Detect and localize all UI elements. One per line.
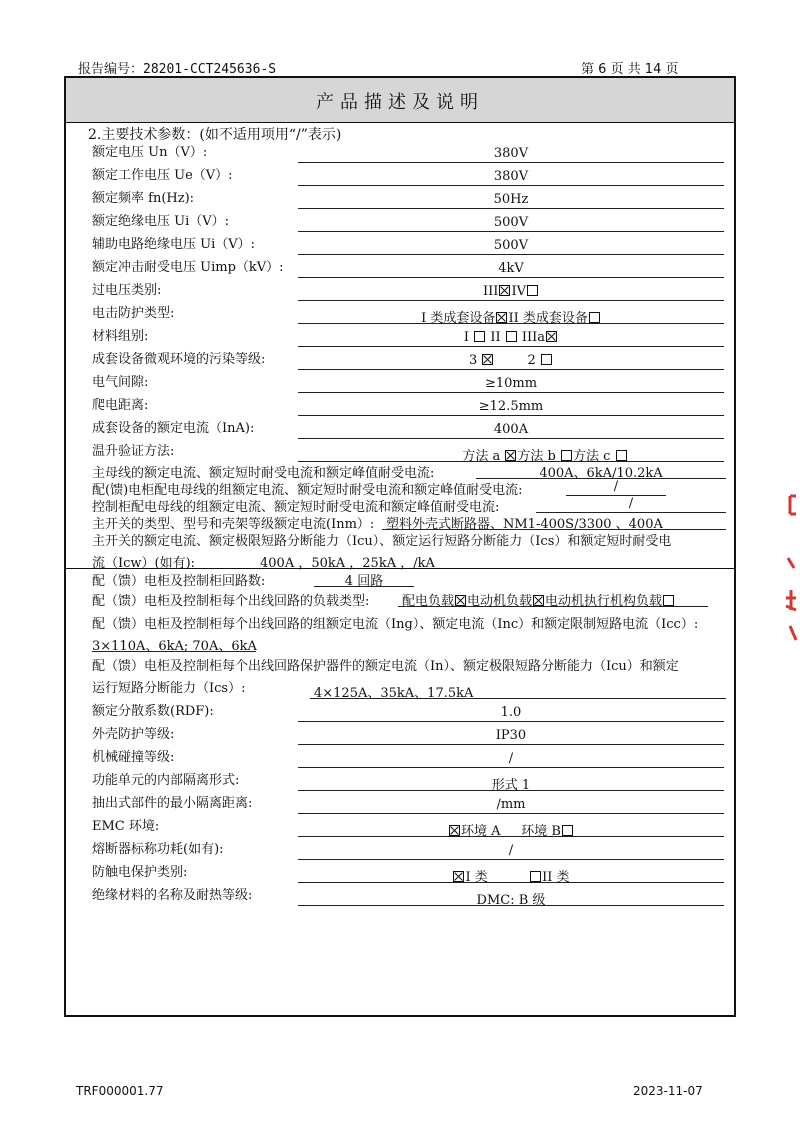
method-a-checkbox[interactable] [505,450,516,461]
underline [298,231,724,232]
rated-operating-voltage-label: 额定工作电压 Ue（V）: [92,168,233,183]
underline [298,859,724,860]
rated-frequency-value: 50Hz [493,192,529,207]
impact-rating-label: 机械碰撞等级: [92,750,175,765]
impulse-voltage-value: 4kV [498,261,524,276]
group-current-value: 3×110A、6kA; 70A、6kA [92,639,257,654]
separation-form-value: 形式 1 [491,778,531,793]
insulation-material-value: DMC: B 级 [476,893,546,908]
class-ii-checkbox[interactable] [589,312,600,323]
overvoltage-label: 过电压类别: [92,283,162,298]
main-switch-rating-label: 主开关的额定电流、额定极限短路分断能力（Icu）、额定运行短路分断能力（Ics）和额定短时耐受电 [92,534,672,549]
underline [298,323,724,324]
material-group-options [298,330,724,345]
underline [298,836,724,837]
underline [298,277,724,278]
underline [298,185,724,186]
rated-operating-voltage-value: 380V [493,169,529,184]
rated-current-label: 成套设备的额定电流（InA): [92,421,255,436]
class-i-label: I 类成套设备 [421,311,496,326]
material-iiia-checkbox[interactable] [546,331,557,342]
material-ii-checkbox[interactable] [506,331,517,342]
main-busbar-value: 400A、6kA/10.2kA [539,466,663,481]
shock-class-i-checkbox[interactable] [453,871,464,882]
main-busbar-label: 主母线的额定电流、额定短时耐受电流和额定峰值耐受电流: [92,466,435,481]
motor-load-label: 电动机负载 [467,594,533,609]
pollution-degree-label: 成套设备微观环境的污染等级: [92,352,266,367]
dist-busbar-label: 配(馈)电柜配电母线的组额定电流、额定短时耐受电流和额定峰值耐受电流: [92,483,523,498]
seal-stamp-fragment [778,486,800,646]
ip-rating-label: 外壳防护等级: [92,727,175,742]
class-ii-label: II 类成套设备 [508,311,588,326]
actuator-load-label: 电动机执行机构负载 [545,594,663,609]
distribution-load-checkbox[interactable] [455,595,466,606]
ip-rating-value: IP30 [495,728,527,743]
underline [298,767,724,768]
main-switch-type-label: 主开关的类型、型号和壳架等级额定电流(Inm）: [92,517,375,532]
main-switch-type-value: 塑料外壳式断路器、NM1-400S/3300 、400A [386,517,663,532]
clearance-label: 电气间隙: [92,375,149,390]
environment-b-label: 环境 B [521,824,561,839]
pollution-3-checkbox[interactable] [482,354,493,365]
material-i-checkbox[interactable] [474,331,485,342]
environment-a-label: 环境 A [461,824,501,839]
shock-class-ii-label: II 类 [542,870,570,885]
underline [298,790,724,791]
underline [298,254,724,255]
motor-load-checkbox[interactable] [533,595,544,606]
underline [298,721,724,722]
material-i-label: I [463,330,470,345]
overvoltage-options [298,284,724,299]
underline [398,606,708,607]
underline [298,162,724,163]
underline [298,392,724,393]
underline [92,651,256,652]
underline [314,586,414,587]
ctrl-busbar-label: 控制柜配电母线的组额定电流、额定短时耐受电流和额定峰值耐受电流: [92,500,500,515]
main-switch-rating-label-cont: 流（Icw）(如有): [92,556,196,571]
section-heading: 2.主要技术参数：(如不适用项用“/”表示) [88,127,342,143]
underline [298,208,724,209]
distribution-load-label: 配电负载 [402,594,455,609]
group-current-label: 配（馈）电柜及控制柜每个出线回路的组额定电流（Ing）、额定电流（Inc）和额定限制短路电流（Icc）: [92,617,699,632]
underline [310,698,726,699]
method-b-checkbox[interactable] [561,450,572,461]
underline [298,438,724,439]
underline [298,744,724,745]
dist-busbar-value: / [613,479,619,494]
material-ii-label: II [490,330,501,345]
isolation-distance-label: 抽出式部件的最小隔离距离: [92,796,253,811]
pollution-2-checkbox[interactable] [541,354,552,365]
impulse-voltage-label: 额定冲击耐受电压 Uimp（kV）: [92,260,284,275]
overvoltage-iv-checkbox[interactable] [527,285,538,296]
section-divider [66,568,734,569]
rated-voltage-label: 额定电压 Un（V）: [92,145,208,160]
content-frame [64,76,736,1017]
temp-rise-label: 温升验证方法: [92,444,175,459]
overvoltage-iii-checkbox[interactable] [499,285,510,296]
footer-date: 2023-11-07 [633,1084,703,1098]
overvoltage-iv-label: IV [511,284,526,299]
overvoltage-iii-label: III [483,284,499,299]
emc-label: EMC 环境: [92,819,160,834]
pollution-3-label: 3 [469,353,478,368]
underline [298,905,724,906]
rated-insulation-voltage-label: 额定绝缘电压 Ui（V）: [92,214,230,229]
load-type-label: 配（馈）电柜及控制柜每个出线回路的负载类型: [92,594,370,609]
rated-insulation-voltage-value: 500V [493,215,529,230]
method-c-label: 方法 c [573,449,611,464]
material-iiia-label: IIIa [521,330,546,345]
report-number: 报告编号：28201-CCT245636-S [78,62,277,77]
actuator-load-checkbox[interactable] [663,595,674,606]
shock-class-ii-checkbox[interactable] [530,871,541,882]
underline [298,882,724,883]
underline [298,369,724,370]
circuit-count-label: 配（馈）电柜及控制柜回路数: [92,574,266,589]
separation-form-label: 功能单元的内部隔离形式: [92,773,240,788]
aux-insulation-voltage-label: 辅助电路绝缘电压 Ui（V）: [92,237,256,252]
ctrl-busbar-value: / [628,496,634,511]
shock-class-i-label: I 类 [465,870,488,885]
page-info: 第 6 页 共 14 页 [581,62,679,77]
creepage-value: ≥12.5mm [478,399,544,414]
isolation-distance-value: /mm [496,797,526,812]
clearance-value: ≥10mm [484,376,538,391]
rated-voltage-value: 380V [493,146,529,161]
underline [298,415,724,416]
material-group-label: 材料组别: [92,329,149,344]
shock-protection-label: 电击防护类型: [92,306,175,321]
rated-current-value: 400A [493,422,529,437]
underline [298,813,724,814]
fuse-power-label: 熔断器标称功耗(如有): [92,842,224,857]
creepage-label: 爬电距离: [92,398,149,413]
underline [298,346,724,347]
page-title: 产品描述及说明 [316,92,484,113]
form-number: TRF000001.77 [76,1084,164,1098]
method-a-label: 方法 a [462,449,501,464]
method-c-checkbox[interactable] [616,450,627,461]
aux-insulation-voltage-value: 500V [493,238,529,253]
pollution-degree-options [298,353,724,368]
rdf-label: 额定分散系数(RDF): [92,704,214,719]
rdf-value: 1.0 [500,705,522,720]
protective-device-value: 4×125A、35kA、17.5kA [314,686,474,701]
fuse-power-value: / [508,843,514,858]
impact-rating-value: / [508,751,514,766]
rated-frequency-label: 额定频率 fn(Hz): [92,191,195,206]
circuit-count-value: 4 回路 [344,574,384,589]
protective-device-label: 配（馈）电柜及控制柜每个出线回路保护器件的额定电流（In）、额定极限短路分断能力（Icu）和额定 [92,659,679,674]
main-switch-rating-value: 400A ，50kA ，25kA ，/kA [260,556,435,571]
environment-a-checkbox[interactable] [449,825,460,836]
underline [298,300,724,301]
shock-class-label: 防触电保护类别: [92,865,188,880]
protective-device-label-cont: 运行短路分断能力（Ics）: [92,681,246,696]
class-i-checkbox[interactable] [496,312,507,323]
insulation-material-label: 绝缘材料的名称及耐热等级: [92,888,253,903]
environment-b-checkbox[interactable] [562,825,573,836]
title-band [66,78,734,123]
pollution-2-label: 2 [527,353,536,368]
method-b-label: 方法 b [517,449,556,464]
